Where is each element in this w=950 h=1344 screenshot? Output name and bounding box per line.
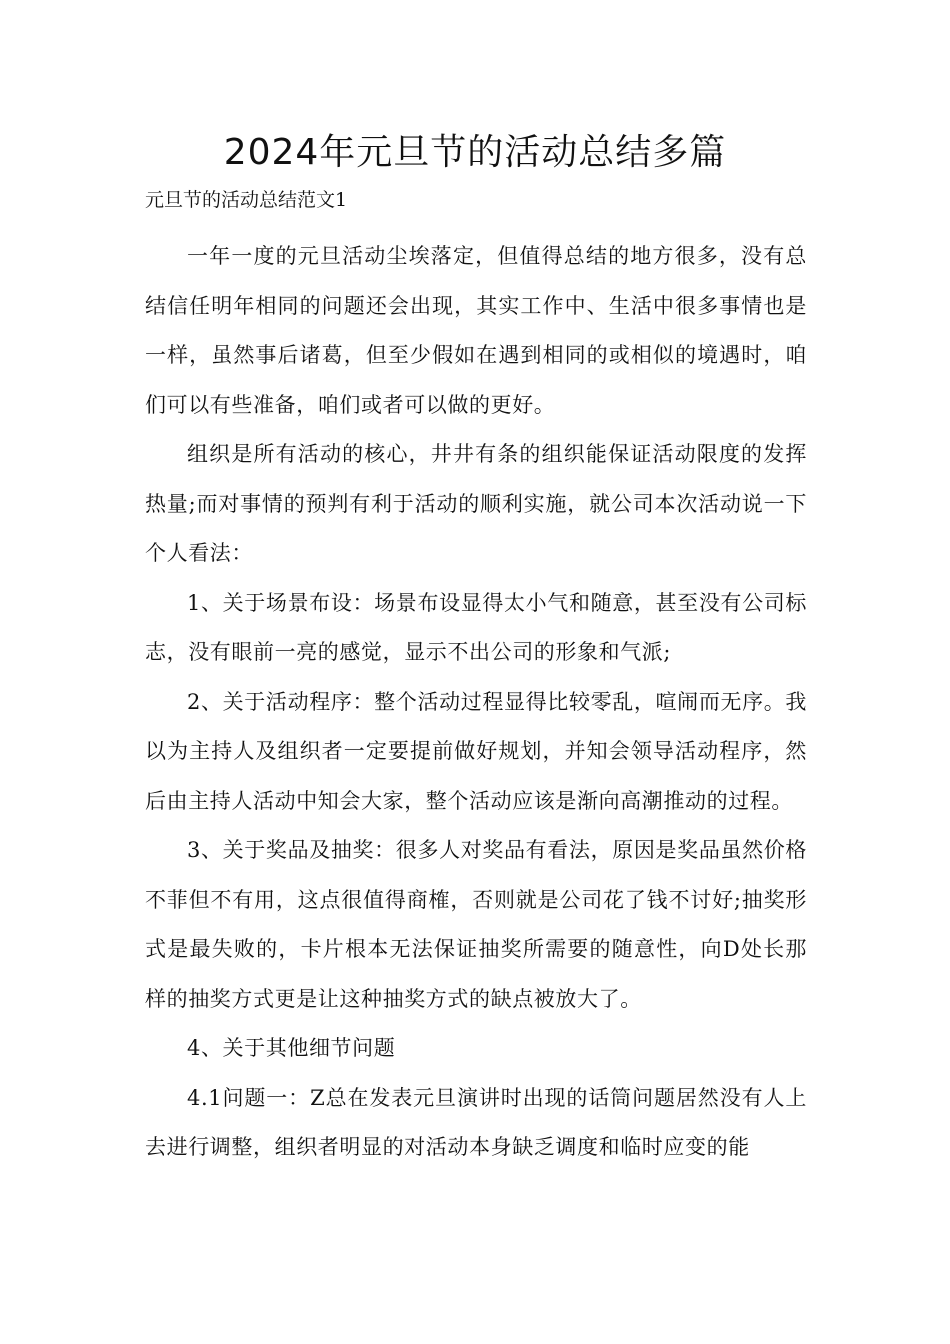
paragraph-5: 3、关于奖品及抽奖：很多人对奖品有看法，原因是奖品虽然价格不菲但不有用，这点很值得商榷，否则就是公司花了钱不讨好;抽奖形式是最失败的，卡片根本无法保证抽奖所需要的随意性，向D处长那样的抽奖方式更是让这种抽奖方式的缺点被放大了。 bbox=[145, 838, 807, 1011]
page-title: 2024年元旦节的活动总结多篇 bbox=[223, 132, 727, 173]
document-body bbox=[145, 232, 807, 1173]
paragraph-2: 组织是所有活动的核心，井井有条的组织能保证活动限度的发挥热量;而对事情的预判有利于活动的顺利实施，就公司本次活动说一下个人看法： bbox=[145, 442, 807, 565]
paragraph-6: 4、关于其他细节问题 bbox=[187, 1036, 396, 1060]
paragraph-7: 4.1问题一：Z总在发表元旦演讲时出现的话筒问题居然没有人上去进行调整，组织者明显的对活动本身缺乏调度和临时应变的能 bbox=[145, 1085, 807, 1159]
paragraph-4: 2、关于活动程序：整个活动过程显得比较零乱，喧闹而无序。我以为主持人及组织者一定要提前做好规划，并知会领导活动程序，然后由主持人活动中知会大家，整个活动应该是渐向高潮推动的过程。 bbox=[145, 689, 807, 813]
section-subtitle: 元旦节的活动总结范文1 bbox=[145, 189, 348, 211]
paragraph-1: 一年一度的元旦活动尘埃落定，但值得总结的地方很多，没有总结信任明年相同的问题还会出现，其实工作中、生活中很多事情也是一样，虽然事后诸葛，但至少假如在遇到相同的或相似的境遇时，咱们可以有些准备，咱们或者可以做的更好。 bbox=[145, 244, 807, 417]
paragraph-3: 1、关于场景布设：场景布设显得太小气和随意，甚至没有公司标志，没有眼前一亮的感觉，显示不出公司的形象和气派; bbox=[145, 590, 807, 664]
